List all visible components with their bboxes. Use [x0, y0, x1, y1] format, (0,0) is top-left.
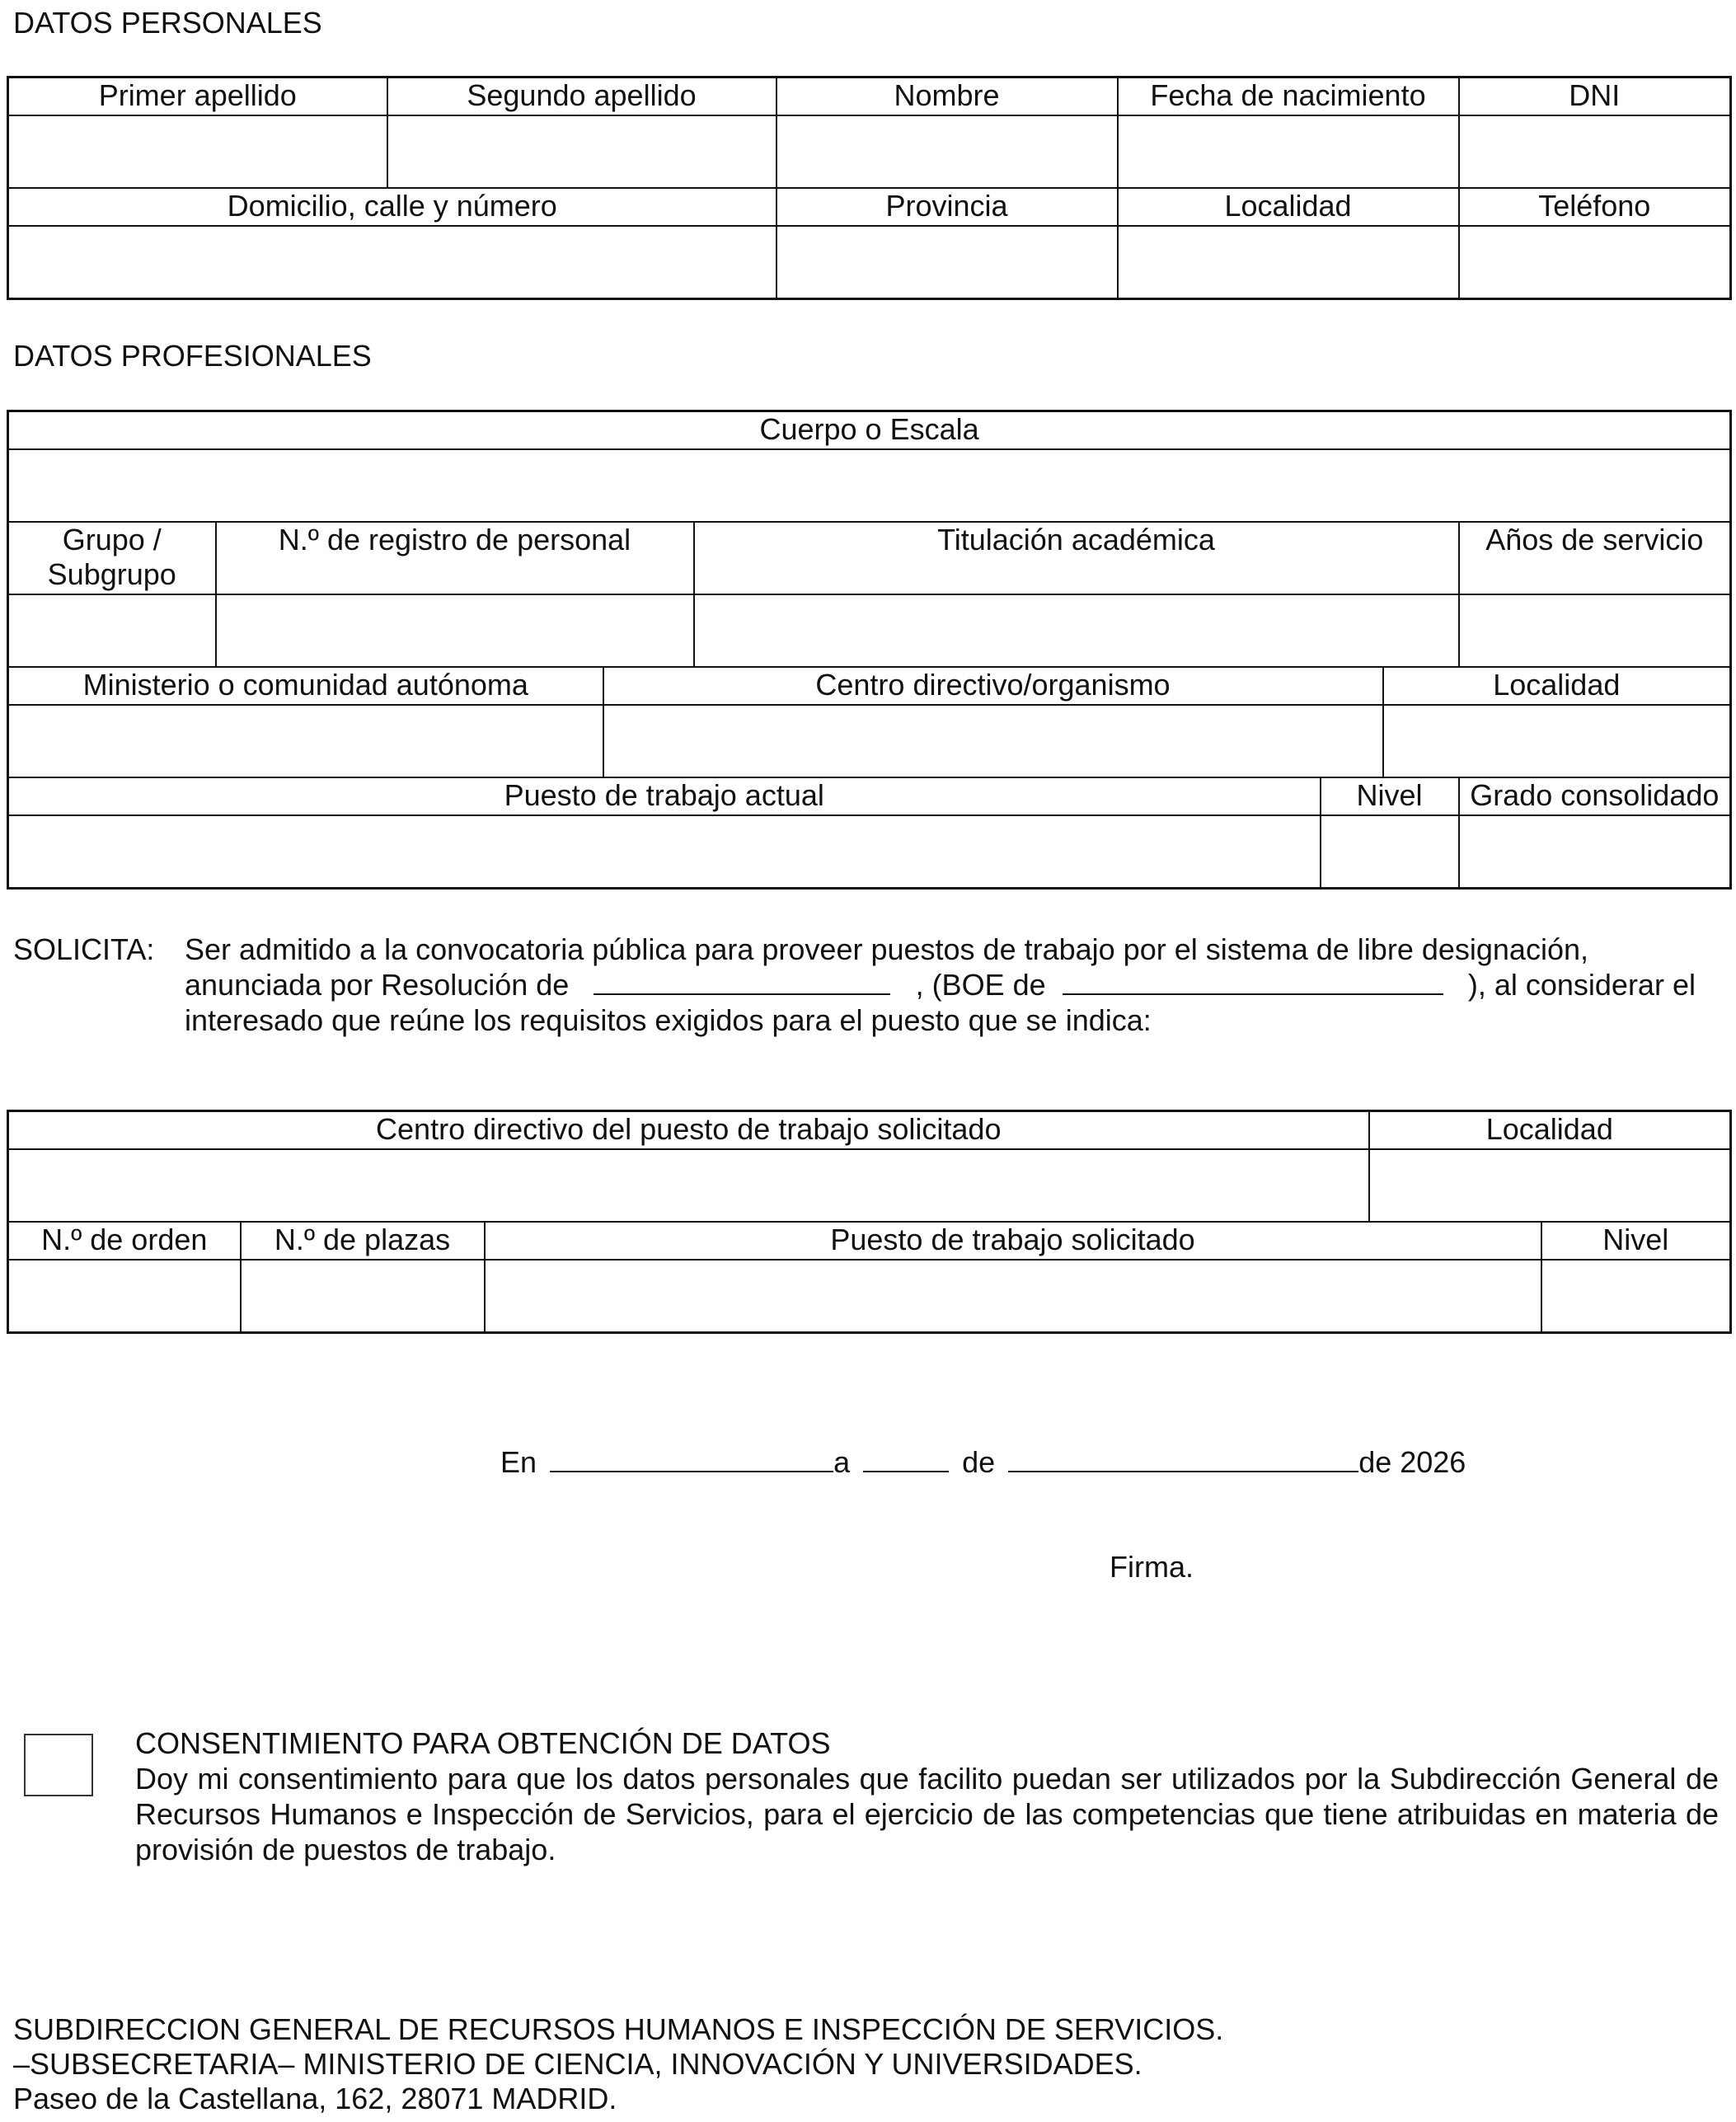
header-numero-orden: N.º de orden	[8, 1222, 241, 1260]
nivel-solicitado-field[interactable]	[1541, 1260, 1731, 1333]
nombre-field[interactable]	[777, 115, 1118, 188]
solicita-resolucion-label: anunciada por Resolución de	[185, 968, 570, 1002]
centro-solicitado-field[interactable]	[8, 1149, 1369, 1222]
solicita-line3: interesado que reúne los requisitos exigidos para el puesto que se indica:	[185, 1003, 1152, 1037]
professional-data-heading: DATOS PROFESIONALES	[13, 339, 372, 373]
header-registro-personal: N.º de registro de personal	[216, 522, 694, 594]
grupo-subgrupo-field[interactable]	[8, 594, 216, 667]
header-anos-servicio: Años de servicio	[1459, 522, 1731, 594]
anos-servicio-field[interactable]	[1459, 594, 1731, 667]
localidad-field[interactable]	[1118, 226, 1459, 299]
centro-directivo-field[interactable]	[603, 705, 1383, 777]
titulacion-field[interactable]	[694, 594, 1459, 667]
header-localidad: Localidad	[1118, 188, 1459, 226]
solicita-line1: Ser admitido a la convocatoria pública para proveer puestos de trabajo por el sistema de libre designación,	[185, 932, 1588, 966]
date-de-label: de	[962, 1445, 996, 1479]
date-a-label: a	[833, 1445, 851, 1479]
ministerio-field[interactable]	[8, 705, 603, 777]
header-grado-consolidado: Grado consolidado	[1459, 777, 1731, 815]
date-en-label: En	[500, 1445, 537, 1479]
provincia-field[interactable]	[777, 226, 1118, 299]
header-cuerpo-escala: Cuerpo o Escala	[8, 411, 1731, 450]
date-line	[500, 1444, 1466, 1480]
header-nombre: Nombre	[777, 77, 1118, 116]
telefono-field[interactable]	[1459, 226, 1731, 299]
footer-line-2: –SUBSECRETARIA– MINISTERIO DE CIENCIA, INNOVACIÓN Y UNIVERSIDADES.	[13, 2047, 1142, 2081]
header-ministerio: Ministerio o comunidad autónoma	[8, 667, 603, 705]
fecha-nacimiento-field[interactable]	[1118, 115, 1459, 188]
header-numero-plazas: N.º de plazas	[241, 1222, 485, 1260]
header-provincia: Provincia	[777, 188, 1118, 226]
personal-data-table	[7, 76, 1732, 300]
professional-data-table	[7, 410, 1732, 890]
solicita-label: SOLICITA:	[13, 932, 155, 966]
solicita-considerar-label: ), al considerar el	[1467, 968, 1696, 1002]
cuerpo-escala-field[interactable]	[8, 449, 1731, 522]
puesto-actual-field[interactable]	[8, 815, 1321, 889]
header-telefono: Teléfono	[1459, 188, 1731, 226]
footer-line-3: Paseo de la Castellana, 162, 28071 MADRID.	[13, 2082, 617, 2115]
header-nivel: Nivel	[1321, 777, 1459, 815]
localidad-prof-field[interactable]	[1383, 705, 1731, 777]
numero-plazas-field[interactable]	[241, 1260, 485, 1333]
header-localidad-prof: Localidad	[1383, 667, 1731, 705]
primer-apellido-field[interactable]	[8, 115, 387, 188]
numero-orden-field[interactable]	[8, 1260, 241, 1333]
header-dni: DNI	[1459, 77, 1731, 116]
header-localidad-solicitada: Localidad	[1369, 1111, 1731, 1150]
consent-checkbox[interactable]	[24, 1734, 93, 1796]
segundo-apellido-field[interactable]	[387, 115, 777, 188]
consent-text: Doy mi consentimiento para que los datos personales que facilito puedan ser utilizados por la Subdirección General de Recursos Humanos e Inspección de Servicios, para el ejercicio de las competencias que tiene atribuidas en materia de provisión de puestos de trabajo.	[135, 1762, 1719, 1866]
header-titulacion: Titulación académica	[694, 522, 1459, 594]
header-grupo-subgrupo: Grupo / Subgrupo	[8, 522, 216, 594]
nivel-field[interactable]	[1321, 815, 1459, 889]
date-year-label: de 2026	[1358, 1445, 1466, 1479]
footer-line-1: SUBDIRECCION GENERAL DE RECURSOS HUMANOS E INSPECCIÓN DE SERVICIOS.	[13, 2012, 1224, 2046]
firma-label: Firma.	[1110, 1550, 1194, 1584]
header-puesto-actual: Puesto de trabajo actual	[8, 777, 1321, 815]
consent-title: CONSENTIMIENTO PARA OBTENCIÓN DE DATOS	[135, 1726, 831, 1760]
boe-blank[interactable]	[1063, 967, 1443, 995]
day-blank[interactable]	[863, 1444, 949, 1472]
requested-position-table	[7, 1110, 1732, 1334]
puesto-solicitado-field[interactable]	[485, 1260, 1541, 1333]
header-nivel-solicitado: Nivel	[1541, 1222, 1731, 1260]
header-fecha-nacimiento: Fecha de nacimiento	[1118, 77, 1459, 116]
header-centro-solicitado: Centro directivo del puesto de trabajo solicitado	[8, 1111, 1369, 1150]
place-blank[interactable]	[550, 1444, 833, 1472]
domicilio-field[interactable]	[8, 226, 777, 299]
grado-consolidado-field[interactable]	[1459, 815, 1731, 889]
resolucion-blank[interactable]	[594, 967, 890, 995]
personal-data-heading: DATOS PERSONALES	[13, 6, 322, 40]
registro-personal-field[interactable]	[216, 594, 694, 667]
header-segundo-apellido: Segundo apellido	[387, 77, 777, 116]
header-primer-apellido: Primer apellido	[8, 77, 387, 116]
localidad-solicitada-field[interactable]	[1369, 1149, 1731, 1222]
dni-field[interactable]	[1459, 115, 1731, 188]
header-domicilio: Domicilio, calle y número	[8, 188, 777, 226]
solicita-line2	[185, 967, 1696, 1002]
header-centro-directivo: Centro directivo/organismo	[603, 667, 1383, 705]
solicita-boe-label: , (BOE de	[915, 968, 1046, 1002]
month-blank[interactable]	[1008, 1444, 1358, 1472]
header-puesto-solicitado: Puesto de trabajo solicitado	[485, 1222, 1541, 1260]
